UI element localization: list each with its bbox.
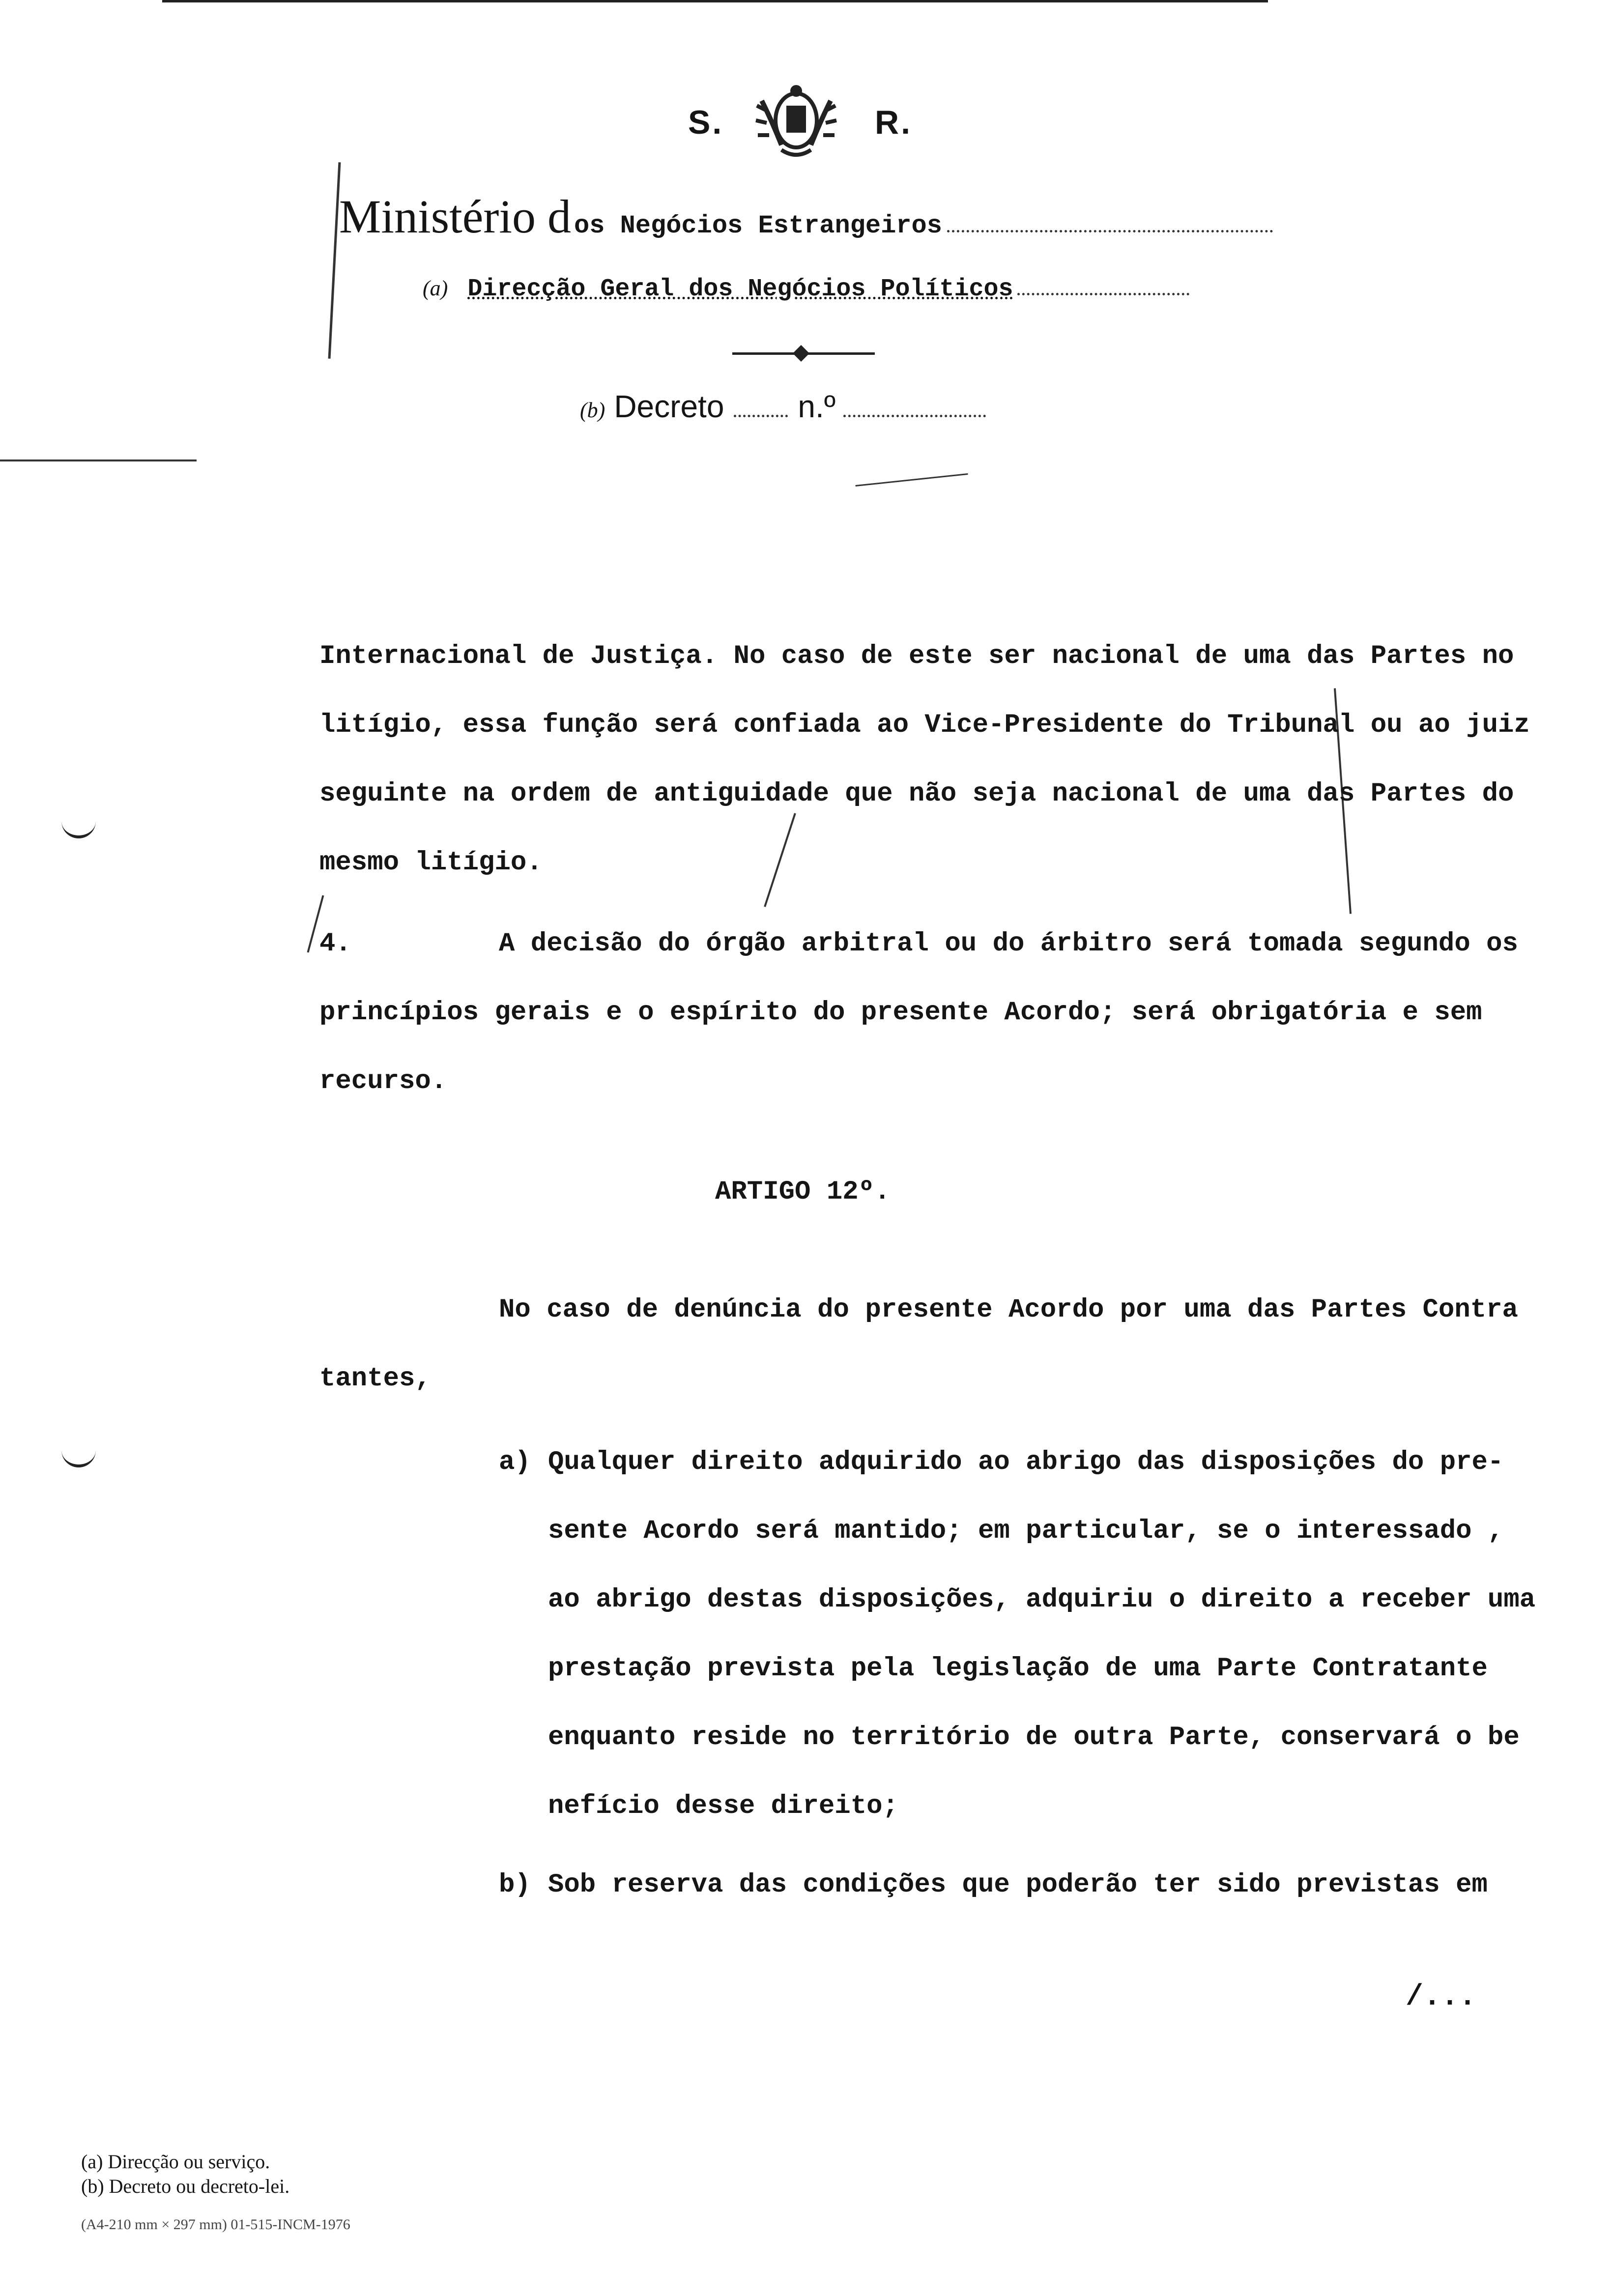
scan-mark — [61, 816, 96, 838]
coat-of-arms-icon — [752, 81, 840, 160]
footnote: (a) Direcção ou serviço. — [81, 2151, 270, 2173]
item-b-line: Sob reserva das condições que poderão ter sido previstas em — [548, 1870, 1488, 1900]
item-a-line: sente Acordo será mantido; em particular, se o interessado , — [548, 1516, 1504, 1546]
ministry-prefix: Ministério d — [339, 190, 571, 243]
ministry-line — [339, 189, 1273, 248]
continuation-mark: /... — [1406, 1980, 1477, 2014]
article-intro-line: No caso de denúncia do presente Acordo por uma das Partes Contra — [499, 1295, 1518, 1325]
item-a-line: enquanto reside no território de outra Parte, conservará o be — [548, 1722, 1520, 1752]
field-a-dotted-line — [1017, 288, 1190, 295]
form-code: (A4-210 mm × 297 mm) 01-515-INCM-1976 — [81, 2216, 350, 2233]
field-a-line — [423, 275, 1189, 303]
scan-mark — [764, 813, 796, 907]
body-line: seguinte na ordem de antiguidade que não seja nacional de uma das Partes do — [319, 779, 1514, 809]
paragraph-4-line: A decisão do órgão arbitral ou do árbitro será tomada segundo os — [499, 929, 1518, 959]
article-intro-line: tantes, — [319, 1364, 431, 1394]
field-b-label: (b) — [580, 398, 605, 422]
item-a-line: Qualquer direito adquirido ao abrigo das disposições do pre- — [548, 1447, 1504, 1477]
ministry-dotted-line — [947, 225, 1273, 232]
item-a-line: prestação prevista pela legislação de uma Parte Contratante — [548, 1654, 1488, 1684]
field-a-label: (a) — [423, 276, 448, 300]
decreto-dotted-line — [734, 415, 788, 417]
letterhead-left: S. — [688, 104, 724, 141]
paragraph-number: 4. — [319, 929, 351, 959]
field-a-value: Direcção Geral dos Negócios Políticos — [467, 275, 1013, 303]
body-line: Internacional de Justiça. No caso de este ser nacional de uma das Partes no — [319, 641, 1514, 671]
ornament-diamond-icon — [793, 345, 809, 362]
paragraph-4-line: recurso. — [319, 1066, 447, 1096]
ministry-name: os Negócios Estrangeiros — [574, 211, 942, 240]
paragraph-4-line: princípios gerais e o espírito do presente Acordo; será obrigatória e sem — [319, 998, 1482, 1028]
letterhead-right: R. — [875, 104, 912, 141]
item-a-line: ao abrigo destas disposições, adquiriu o direito a receber uma — [548, 1585, 1536, 1615]
item-a-label: a) — [499, 1447, 531, 1477]
scan-mark — [855, 473, 968, 487]
top-border-line — [162, 0, 1268, 2]
scan-mark — [0, 459, 197, 461]
body-line: mesmo litígio. — [319, 848, 543, 878]
numero-dotted-line — [843, 415, 986, 417]
decreto-label: Decreto — [614, 389, 724, 424]
numero-label: n.º — [798, 389, 836, 424]
scan-mark — [61, 1445, 96, 1467]
item-a-line: nefício desse direito; — [548, 1791, 898, 1821]
body-line: litígio, essa função será confiada ao Vice-Presidente do Tribunal ou ao juiz — [319, 710, 1530, 740]
item-b-label: b) — [499, 1870, 531, 1900]
article-heading: ARTIGO 12º. — [715, 1177, 891, 1207]
footnote: (b) Decreto ou decreto-lei. — [81, 2175, 290, 2197]
field-b-line — [580, 388, 986, 425]
